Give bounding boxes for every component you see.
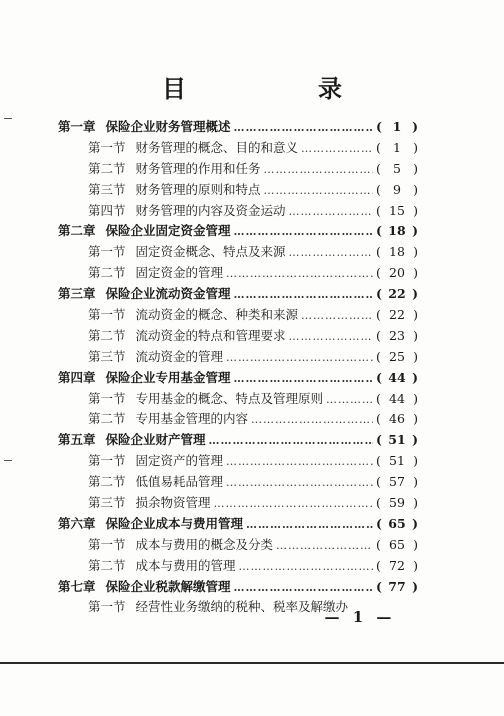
- toc-section-entry: [58, 326, 418, 347]
- entry-page-number: 22: [388, 286, 406, 302]
- toc-chapter-entry: [58, 221, 418, 242]
- entry-label: [88, 180, 261, 201]
- toc-section-entry: [58, 472, 418, 493]
- entry-title: 财务管理的概念、目的和意义: [135, 139, 299, 155]
- entry-title: 损余物资管理: [135, 495, 211, 511]
- page-title: 目 录: [162, 74, 396, 103]
- toc-chapter-entry: [58, 577, 418, 598]
- entry-title: 保险企业成本与费用管理: [105, 515, 244, 531]
- entry-number: 第三章: [58, 286, 96, 302]
- entry-page-number: 51: [389, 453, 405, 469]
- toc-section-entry: [58, 556, 418, 577]
- entry-label: [88, 451, 223, 472]
- toc-section-entry: [58, 347, 418, 368]
- entry-page-number: 9: [393, 181, 401, 197]
- entry-page: ( 46 ): [376, 409, 418, 430]
- entry-page: ( 20 ): [376, 263, 418, 284]
- entry-page: ( 9 ): [376, 180, 418, 201]
- entry-page-number: 65: [388, 515, 406, 531]
- entry-page: ( 22 ): [376, 305, 418, 326]
- entry-title: 保险企业专用基金管理: [105, 369, 231, 385]
- entry-title: 成本与费用的概念及分类: [135, 536, 274, 552]
- dot-leader: [301, 139, 373, 160]
- entry-page-number: 65: [389, 536, 405, 552]
- entry-title: 专用基金管理的内容: [135, 411, 249, 427]
- entry-page-number: 72: [389, 557, 405, 573]
- dot-leader: [234, 118, 373, 139]
- entry-number: 第二节: [88, 557, 126, 573]
- entry-title: 保险企业税款解缴管理: [105, 578, 231, 594]
- entry-number: 第一节: [88, 536, 126, 552]
- entry-label: [58, 514, 243, 535]
- entry-label: [88, 326, 286, 347]
- entry-page-number: 1: [393, 139, 401, 155]
- entry-label: [88, 347, 223, 368]
- entry-title: 低值易耗品管理: [135, 474, 224, 490]
- entry-title: 流动资金的特点和管理要求: [135, 327, 286, 343]
- entry-label: [58, 430, 206, 451]
- dot-leader: [246, 515, 373, 536]
- entry-label: [88, 389, 323, 410]
- entry-page: ( 72 ): [376, 556, 418, 577]
- toc-section-entry: [58, 451, 418, 472]
- entry-page: ( 1 ): [376, 117, 418, 138]
- dot-leader: [226, 452, 373, 473]
- entry-number: 第一节: [88, 599, 126, 615]
- dot-leader: [251, 410, 373, 431]
- entry-title: 专用基金的概念、特点及管理原则: [135, 390, 324, 406]
- entry-page-number: 25: [389, 348, 405, 364]
- entry-number: 第二节: [88, 265, 126, 281]
- entry-page: ( 18 ): [376, 221, 418, 242]
- entry-label: [88, 305, 298, 326]
- entry-label: [88, 201, 286, 222]
- dot-leader: [209, 431, 373, 452]
- entry-title: 财务管理的内容及资金运动: [135, 202, 286, 218]
- toc-section-entry: [58, 305, 418, 326]
- entry-label: [88, 493, 211, 514]
- entry-page: ( 5 ): [376, 159, 418, 180]
- entry-page: ( 65 ): [376, 514, 418, 535]
- entry-label: [88, 138, 298, 159]
- entry-page-number: 46: [389, 411, 405, 427]
- entry-title: 流动资金的概念、种类和来源: [135, 307, 299, 323]
- entry-number: 第一章: [58, 119, 96, 134]
- entry-title: 成本与费用的管理: [135, 557, 236, 573]
- dot-leader: [239, 557, 373, 578]
- toc-chapter-entry: [58, 117, 418, 138]
- entry-page-number: 51: [388, 432, 406, 448]
- entry-page-number: 1: [392, 119, 402, 134]
- toc-chapter-entry: [58, 368, 418, 389]
- toc-section-entry: [58, 535, 418, 556]
- dot-leader: [301, 306, 373, 327]
- entry-page-number: 18: [389, 244, 405, 260]
- entry-page: ( 51 ): [376, 451, 418, 472]
- entry-page: ( 59 ): [376, 493, 418, 514]
- entry-label: [88, 242, 286, 263]
- entry-label: [58, 577, 231, 598]
- dot-leader: [234, 285, 373, 306]
- toc-section-entry: [58, 242, 418, 263]
- toc-chapter-entry: [58, 284, 418, 305]
- entry-title: 保险企业固定资金管理: [105, 223, 231, 239]
- dot-leader: [214, 494, 373, 515]
- entry-page: ( 25 ): [376, 347, 418, 368]
- entry-label: [88, 409, 248, 430]
- dot-leader: [234, 578, 373, 599]
- entry-number: 第二节: [88, 411, 126, 427]
- entry-label: [88, 263, 223, 284]
- entry-title: 固定资产的管理: [135, 453, 224, 469]
- entry-page-number: 59: [389, 495, 405, 511]
- entry-page-number: 18: [388, 223, 406, 239]
- entry-label: [58, 368, 231, 389]
- dot-leader: [326, 390, 373, 411]
- entry-number: 第二节: [88, 160, 126, 176]
- entry-label: [58, 284, 231, 305]
- entry-number: 第一节: [88, 390, 126, 406]
- toc-section-entry: [58, 409, 418, 430]
- entry-page-number: 44: [389, 390, 405, 406]
- entry-label: [88, 159, 261, 180]
- entry-page: ( 15 ): [376, 201, 418, 222]
- entry-page-number: 15: [389, 202, 405, 218]
- entry-page-number: 23: [389, 327, 405, 343]
- margin-mark: [4, 460, 12, 461]
- entry-title: 保险企业流动资金管理: [105, 286, 231, 302]
- entry-label: [88, 472, 223, 493]
- entry-title: 财务管理的作用和任务: [135, 160, 261, 176]
- toc-section-entry: [58, 493, 418, 514]
- entry-label: [88, 535, 273, 556]
- bottom-rule: [0, 662, 504, 664]
- entry-number: 第五章: [58, 432, 96, 448]
- dot-leader: [234, 222, 373, 243]
- entry-number: 第六章: [58, 515, 96, 531]
- entry-title: 经营性业务缴纳的税种、税率及解缴办: [135, 599, 349, 615]
- entry-label: [58, 221, 231, 242]
- dot-leader: [226, 348, 373, 369]
- entry-page: ( 1 ): [376, 138, 418, 159]
- entry-number: 第一节: [88, 244, 126, 260]
- entry-page: ( 65 ): [376, 535, 418, 556]
- entry-page-number: 77: [388, 578, 406, 594]
- toc-section-entry: [58, 159, 418, 180]
- entry-page: ( 77 ): [376, 577, 418, 598]
- entry-title: 固定资金概念、特点及来源: [135, 244, 286, 260]
- entry-number: 第四章: [58, 369, 96, 385]
- toc-chapter-entry: [58, 514, 418, 535]
- entry-number: 第二章: [58, 223, 96, 239]
- dot-leader: [264, 181, 373, 202]
- dot-leader: [289, 202, 373, 223]
- dot-leader: [289, 243, 373, 264]
- entry-number: 第七章: [58, 578, 96, 594]
- toc-chapter-entry: [58, 430, 418, 451]
- entry-number: 第二节: [88, 327, 126, 343]
- entry-number: 第一节: [88, 139, 126, 155]
- toc-section-entry: [58, 180, 418, 201]
- entry-number: 第一节: [88, 453, 126, 469]
- entry-label: [88, 556, 236, 577]
- entry-number: 第二节: [88, 474, 126, 490]
- entry-number: 第一节: [88, 307, 126, 323]
- dot-leader: [264, 160, 373, 181]
- dot-leader: [276, 536, 373, 557]
- entry-page: ( 23 ): [376, 326, 418, 347]
- entry-label: [58, 117, 231, 138]
- toc-section-entry: [58, 201, 418, 222]
- entry-title: 保险企业财产管理: [105, 432, 206, 448]
- toc-section-entry: [58, 138, 418, 159]
- entry-title: 财务管理的原则和特点: [135, 181, 261, 197]
- entry-page: ( 18 ): [376, 242, 418, 263]
- dot-leader: [226, 473, 373, 494]
- dot-leader: [226, 264, 373, 285]
- toc-section-entry: [58, 389, 418, 410]
- margin-mark: [4, 118, 12, 119]
- entry-page-number: 22: [389, 307, 405, 323]
- entry-number: 第三节: [88, 181, 126, 197]
- entry-page-number: 44: [388, 369, 406, 385]
- entry-page: ( 51 ): [376, 430, 418, 451]
- entry-number: 第三节: [88, 348, 126, 364]
- dot-leader: [289, 327, 373, 348]
- toc-section-entry: [58, 263, 418, 284]
- entry-page: ( 22 ): [376, 284, 418, 305]
- table-of-contents: [58, 117, 418, 618]
- page-number: — 1 —: [324, 608, 396, 626]
- dot-leader: [234, 369, 373, 390]
- entry-page: ( 44 ): [376, 368, 418, 389]
- entry-page: ( 44 ): [376, 389, 418, 410]
- entry-number: 第三节: [88, 495, 126, 511]
- entry-page: ( 57 ): [376, 472, 418, 493]
- entry-number: 第四节: [88, 202, 126, 218]
- entry-page-number: 57: [389, 474, 405, 490]
- entry-title: 固定资金的管理: [135, 265, 224, 281]
- entry-title: 保险企业财务管理概述: [105, 119, 231, 134]
- entry-page-number: 20: [389, 265, 405, 281]
- entry-title: 流动资金的管理: [135, 348, 224, 364]
- entry-page-number: 5: [393, 160, 401, 176]
